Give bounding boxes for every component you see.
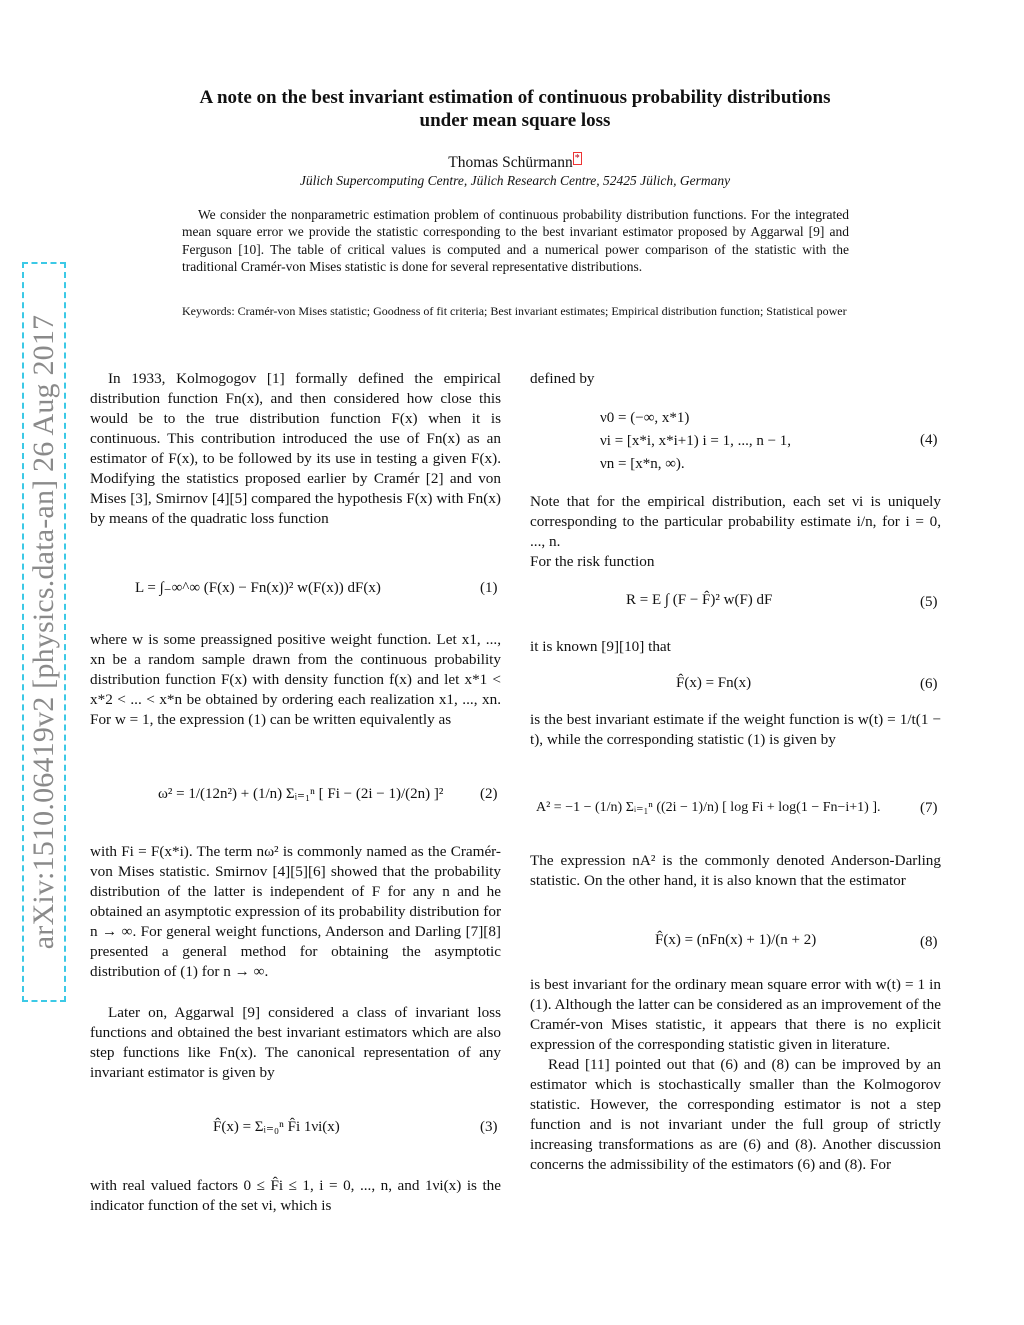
arxiv-identifier[interactable]: arXiv:1510.06419v2 [physics.data-an] 26 Aug 2017 [27,314,60,950]
author-footnote-link[interactable]: * [574,153,580,164]
equation-4-number: (4) [920,432,938,448]
left-paragraph-3: with Fi = F(x*i). The term nω² is commonly named as the Cramér-von Mises statistic. Smirnov [4][5][6] showed that the probability distribution of the latter is independent of F for any n and he obtained an asymptotic expression of its probability distribution for n → ∞. For general weight functions, Anderson and Darling [7][8] presented a general method for obtaining the asymptotic distribution of (1) for n → ∞. [90,843,501,980]
equation-8-number: (8) [920,934,938,950]
equation-7-number: (7) [920,800,938,816]
equation-6: F̂(x) = Fn(x) [676,675,752,691]
equation-5: R = E ∫ (F − F̂)² w(F) dF [626,592,773,608]
paper-title [110,86,920,132]
right-paragraph-5: The expression nA² is the commonly denoted Anderson-Darling statistic. On the other hand, it is also known that the estimator [530,852,941,889]
equation-4 [600,407,791,476]
equation-4-line-1: ν0 = (−∞, x*1) [600,410,690,426]
equation-2: ω² = 1/(12n²) + (1/n) Σᵢ₌₁ⁿ [ Fi − (2i − 1)/(2n) ]² [158,786,444,802]
equation-6-number: (6) [920,676,938,692]
equation-4-line-3: νn = [x*n, ∞). [600,456,685,472]
equation-3: F̂(x) = Σᵢ₌₀ⁿ F̂i 1νi(x) [213,1119,340,1135]
right-paragraph-1: defined by [530,370,595,387]
left-paragraph-2: where w is some preassigned positive weight function. Let x1, ..., xn be a random sample drawn from the continuous probability distribution function F(x) with density function f(x) and let x*1 < x*2 < ... < x*n be obtained by ordering each realization x1, ..., xn. For w = 1, the expression (1) can be written equivalently as [90,631,501,728]
equation-3-number: (3) [480,1119,498,1135]
abstract-text: We consider the nonparametric estimation problem of continuous probability distribution functions. For the integrated mean square error we provide the statistic corresponding to the best invariant estimator proposed by Aggarwal [9] and Ferguson [10]. The table of critical values is computed and a numerical power comparison of the statistic with the traditional Cramér-von Mises statistic is done for several representative distributions. [182,207,849,275]
equation-8: F̂(x) = (nFn(x) + 1)/(n + 2) [655,932,817,948]
author-line [110,153,920,172]
equation-5-number: (5) [920,594,938,610]
equation-4-line-2: νi = [x*i, x*i+1) i = 1, ..., n − 1, [600,433,792,449]
right-paragraph-4: is the best invariant estimate if the weight function is w(t) = 1/t(1 − t), while the corresponding statistic (1) is given by [530,711,941,748]
author-name: Thomas Schürmann [448,154,573,172]
left-paragraph-1: In 1933, Kolmogogov [1] formally defined the empirical distribution function Fn(x), and then considered how close this would be to the true distribution function F(x) when it is continuous. This contribution introduced the use of Fn(x) as an estimator of F(x), to be followed by its use in testing a given F(x). Modifying the statistics proposed earlier by Cramér [2] and von Mises [3], Smirnov [4][5] compared the hypothesis F(x) with Fn(x) by means of the quadratic loss function [90,370,501,527]
equation-2-number: (2) [480,786,498,802]
right-paragraph-2: Note that for the empirical distribution, each set νi is uniquely corresponding to the particular probability estimate i/n, for i = 0, ..., n. For the risk function [530,493,941,570]
equation-1-number: (1) [480,580,498,596]
left-paragraph-4: Later on, Aggarwal [9] considered a class of invariant loss functions and obtained the best invariant estimators which are also step functions like Fn(x). The canonical representation of any invariant estimator is given by [90,1004,501,1081]
title-line-1: A note on the best invariant estimation of continuous probability distributions [199,87,831,108]
left-paragraph-5: with real valued factors 0 ≤ F̂i ≤ 1, i = 0, ..., n, and 1νi(x) is the indicator function of the set νi, which is [90,1177,501,1214]
title-line-2: under mean square loss [419,110,611,131]
right-paragraph-6: is best invariant for the ordinary mean square error with w(t) = 1 in (1). Although the latter can be considered as an improvement of the Cramér-von Mises statistic, it appears that there is no explicit expression of the corresponding statistic given in literature. Read [11] pointed out that (6) and (8) can be improved by an estimator which is stochastically smaller than the Kolmogorov statistic. However, the corresponding estimator is not a step function and is not invariant under the full group of strictly increasing transformations as are (6) and (8). Another discussion concerns the admissibility of the estimators (6) and (8). For [530,976,941,1173]
keywords: Keywords: Cramér-von Mises statistic; Goodness of fit criteria; Best invariant estimates; Empirical distribution function; Statistical power [182,304,847,318]
right-paragraph-3: it is known [9][10] that [530,638,671,655]
abstract [182,206,849,276]
equation-1: L = ∫₋∞^∞ (F(x) − Fn(x))² w(F(x)) dF(x) [135,580,381,596]
equation-7: A² = −1 − (1/n) Σᵢ₌₁ⁿ ((2i − 1)/n) [ log Fi + log(1 − Fn−i+1) ]. [536,800,881,815]
affiliation: Jülich Supercomputing Centre, Jülich Research Centre, 52425 Jülich, Germany [299,173,731,188]
